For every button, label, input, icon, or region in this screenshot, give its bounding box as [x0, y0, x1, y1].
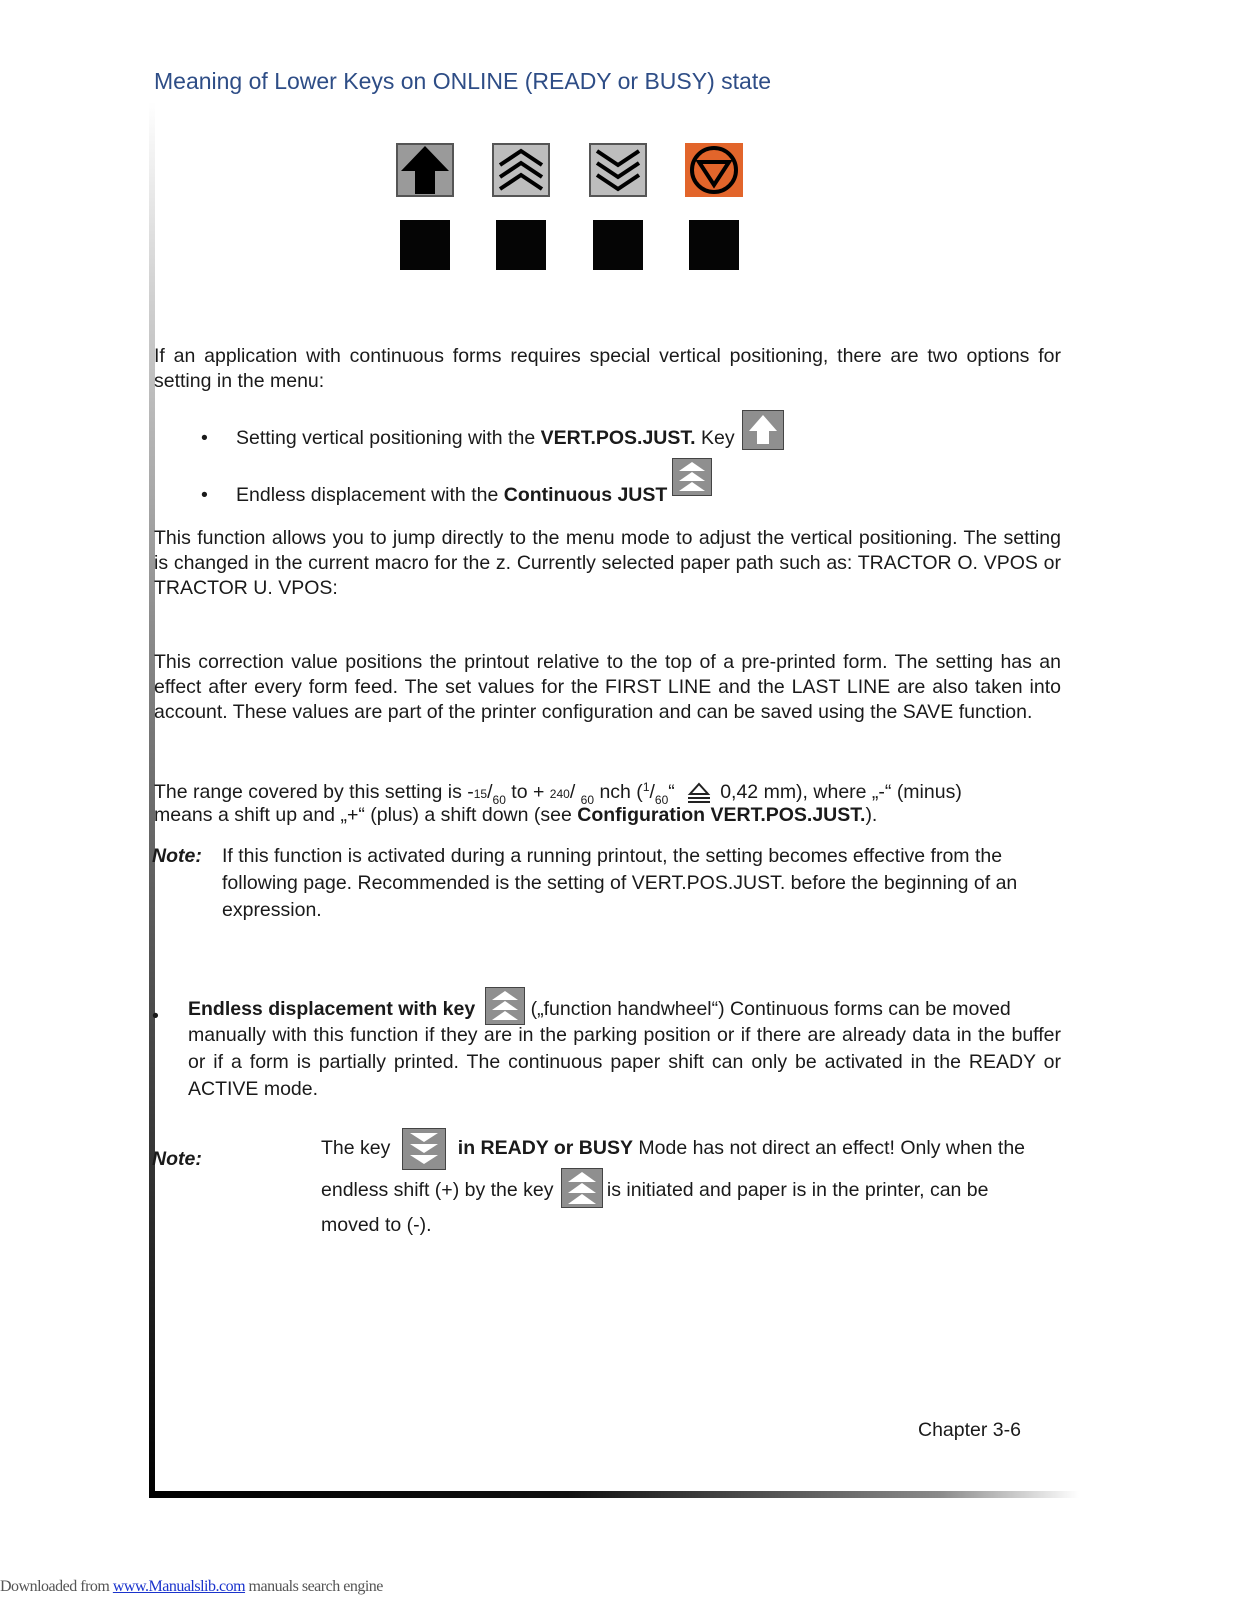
- bottom-rule: [149, 1491, 1079, 1498]
- note-2-label: Note:: [152, 1148, 202, 1170]
- note-2-line-1: The key in READY or BUSY Mode has not direct an effect! Only when the: [321, 1128, 1025, 1170]
- chapter-label: Chapter 3-6: [918, 1419, 1021, 1441]
- key-button-3[interactable]: [593, 220, 643, 270]
- key-panel: [396, 143, 746, 273]
- continuous-up-key-icon: [561, 1168, 603, 1208]
- note-2-line-3: moved to (-).: [321, 1214, 432, 1236]
- endless-line-1: Endless displacement with key („function handwheel“) Continuous forms can be moved: [188, 995, 1061, 1025]
- bullet-bold: Continuous JUST: [503, 484, 668, 506]
- vert-pos-just-key-icon: [742, 410, 784, 450]
- download-footer: Downloaded from www.Manualslib.com manuals search engine: [0, 1578, 383, 1595]
- continuous-up-icon: [492, 143, 550, 197]
- range-line-1: The range covered by this setting is $-15/_{60}$ to + 240/ $_{60}$ nch ($^1/_{60}“$ 0,42 mm), where „-“ (minus): [154, 780, 962, 807]
- note-1-label: Note:: [152, 845, 202, 867]
- bullet-dot: •: [152, 1005, 159, 1027]
- bullet-prefix: Setting vertical positioning with the: [236, 427, 541, 449]
- bullet-suffix: Key: [695, 427, 735, 449]
- note-2-line-2: endless shift (+) by the key is initiated and paper is in the printer, can be: [321, 1174, 989, 1208]
- stop-icon: [685, 143, 743, 197]
- intro-paragraph: If an application with continuous forms requires special vertical positioning, there are two options for setting in the menu:: [154, 345, 1061, 392]
- bullet-prefix: Endless displacement with the: [236, 484, 504, 506]
- key-button-1[interactable]: [400, 220, 450, 270]
- bullet-dot: •: [201, 484, 208, 506]
- vert-pos-just-up-arrow-icon: [396, 143, 454, 197]
- range-line-2: means a shift up and „+“ (plus) a shift down (see Configuration VERT.POS.JUST.).: [154, 804, 878, 826]
- continuous-down-icon: [589, 143, 647, 197]
- page-title: Meaning of Lower Keys on ONLINE (READY or BUSY) state: [154, 68, 772, 94]
- note-1-body: If this function is activated during a running printout, the setting becomes effective from the following page. Recommended is the setting of VERT.POS.JUST. before the beginning of an expression.: [222, 845, 1018, 921]
- bullet-bold: VERT.POS.JUST.: [540, 427, 696, 449]
- endless-paragraph: manually with this function if they are in the parking position or if there are already data in the buffer or if a form is partially printed. The continuous paper shift can only be activated in the READY or ACTIVE mode.: [188, 1024, 1061, 1100]
- approx-equal-triangle-icon: [686, 782, 712, 804]
- bullet-dot: •: [201, 427, 208, 449]
- manualslib-link[interactable]: www.Manualslib.com: [112, 1578, 246, 1595]
- correction-paragraph: This correction value positions the printout relative to the top of a pre-printed form. The setting has an effect after every form feed. The set values for the FIRST LINE and the LAST LINE are also taken into account. These values are part of the printer configuration and can be saved using the SAVE function.: [154, 651, 1061, 723]
- continuous-down-key-icon: [402, 1128, 446, 1170]
- continuous-just-key-icon: [672, 458, 712, 496]
- continuous-up-key-icon: [485, 987, 525, 1025]
- key-button-4[interactable]: [689, 220, 739, 270]
- jump-paragraph: This function allows you to jump directly to the menu mode to adjust the vertical positioning. The setting is changed in the current macro for the z. Currently selected paper path such as: TRACTOR O. VPOS or TRACTOR U. VPOS:: [154, 527, 1061, 599]
- key-button-2[interactable]: [496, 220, 546, 270]
